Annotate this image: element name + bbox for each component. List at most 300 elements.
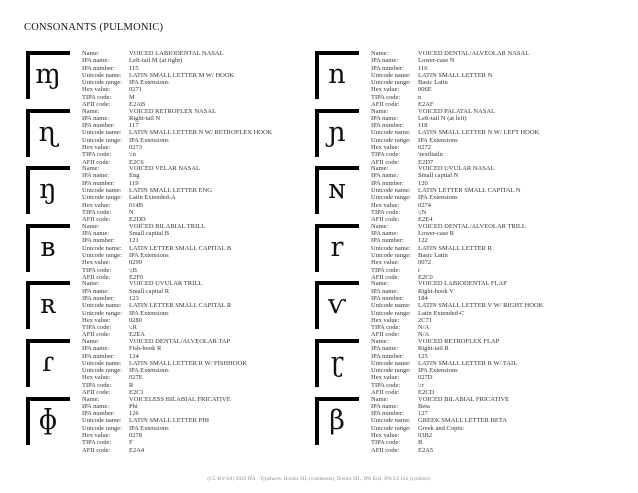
field-row	[371, 129, 539, 136]
field-row	[371, 447, 509, 454]
field-label: Hex value:	[371, 201, 400, 209]
field-row	[371, 360, 517, 367]
symbol-entry	[315, 338, 605, 397]
field-label: AFII code:	[371, 101, 400, 109]
field-label: Hex value:	[371, 316, 400, 324]
field-row	[371, 172, 521, 179]
field-label: Unicode name:	[82, 302, 122, 310]
ipa-symbol: ŋ	[39, 174, 57, 206]
field-value: Left-tail M (at right)	[129, 57, 183, 65]
field-label: Hex value:	[82, 259, 111, 267]
field-label: Unicode range:	[82, 194, 122, 202]
field-label: IPA number:	[82, 64, 115, 72]
field-value: VOICED DENTAL/ALVEOLAR TRILL	[418, 222, 526, 230]
field-value: \;R	[129, 324, 137, 332]
field-row	[371, 79, 529, 86]
field-row	[82, 50, 234, 57]
field-value: IPA Extensions	[129, 424, 169, 432]
ipa-symbol: ɽ	[330, 347, 344, 378]
field-label: Hex value:	[82, 144, 111, 152]
field-value: Right-tail N	[129, 114, 161, 122]
field-value: LATIN SMALL LETTER N W/ LEFT HOOK	[418, 129, 540, 137]
field-label: TIPA code:	[371, 93, 401, 101]
field-label: IPA number:	[82, 237, 115, 245]
field-row	[82, 353, 247, 360]
field-value: E2DD	[129, 216, 146, 224]
field-value: LATIN SMALL LETTER M W/ HOOK	[129, 71, 235, 79]
field-value: Right-hook V	[418, 287, 454, 295]
field-label: IPA name:	[371, 287, 399, 295]
field-value: 127	[418, 410, 428, 418]
field-value: 126	[129, 410, 139, 418]
symbol-fields	[82, 223, 231, 281]
field-value: 119	[129, 179, 139, 187]
ipa-symbol: ɾ	[41, 347, 55, 378]
field-label: IPA name:	[371, 57, 399, 65]
field-value: \:r	[418, 381, 424, 389]
field-label: TIPA code:	[371, 381, 401, 389]
field-value: E2C0	[418, 273, 433, 281]
field-row	[371, 317, 543, 324]
field-label: Name:	[82, 338, 100, 345]
field-row	[82, 367, 247, 374]
field-row	[82, 403, 231, 410]
field-value: IPA Extensions	[129, 136, 169, 144]
field-label: Unicode name:	[82, 129, 122, 137]
ipa-symbol: n	[328, 59, 346, 90]
field-label: Unicode name:	[82, 417, 122, 425]
field-row	[371, 115, 539, 122]
field-label: AFII code:	[371, 389, 400, 397]
field-label: TIPA code:	[82, 93, 112, 101]
field-row	[371, 295, 543, 302]
field-label: IPA number:	[371, 352, 404, 360]
field-label: Name:	[371, 107, 389, 115]
field-label: IPA name:	[371, 230, 399, 238]
field-label: TIPA code:	[82, 324, 112, 332]
field-label: TIPA code:	[371, 208, 401, 216]
field-value: 0274	[418, 201, 431, 209]
field-value: 027E	[129, 374, 143, 382]
field-row	[82, 425, 231, 432]
field-row	[82, 209, 212, 216]
field-row	[82, 417, 231, 424]
field-row	[82, 410, 231, 417]
field-value: E2C6	[129, 158, 144, 166]
field-value: VOICELESS BILABIAL FRICATIVE	[129, 395, 231, 403]
field-value: Latin Extended-A	[129, 194, 176, 202]
field-value: VOICED LABIODENTAL NASAL	[129, 50, 224, 57]
field-label: Hex value:	[371, 86, 400, 94]
field-label: Unicode name:	[82, 244, 122, 252]
field-label: TIPA code:	[82, 208, 112, 216]
field-value: 0271	[129, 86, 142, 94]
field-value: VOICED PALATAL NASAL	[418, 107, 496, 115]
symbol-entry	[315, 280, 605, 339]
field-row	[82, 187, 212, 194]
field-value: 124	[129, 352, 139, 360]
field-row	[371, 50, 529, 57]
field-label: Unicode name:	[371, 302, 411, 310]
field-value: 123	[129, 294, 139, 302]
field-label: IPA name:	[82, 287, 110, 295]
field-value: 117	[129, 122, 139, 130]
field-label: TIPA code:	[371, 151, 401, 159]
field-row	[371, 137, 539, 144]
field-row	[371, 310, 543, 317]
field-row	[371, 267, 526, 274]
field-row	[371, 209, 521, 216]
field-label: IPA number:	[82, 352, 115, 360]
field-label: Hex value:	[82, 316, 111, 324]
symbol-entry	[26, 395, 316, 454]
field-value: 0072	[418, 259, 431, 267]
field-value: 006E	[418, 86, 432, 94]
field-label: Unicode name:	[371, 129, 411, 137]
symbol-fields	[371, 280, 543, 338]
field-label: IPA number:	[371, 179, 404, 187]
symbol-fields	[371, 165, 521, 223]
field-value: E2A4	[129, 446, 145, 454]
field-value: Beta	[418, 402, 430, 410]
field-row	[371, 382, 517, 389]
field-row	[82, 223, 231, 230]
field-row	[371, 280, 543, 287]
field-value: B	[418, 439, 423, 447]
field-label: AFII code:	[371, 158, 400, 166]
field-row	[371, 65, 529, 72]
ipa-symbol: ɸ	[38, 404, 58, 436]
field-row	[371, 439, 509, 446]
symbol-entry	[315, 395, 605, 454]
field-value: r	[418, 266, 421, 274]
field-label: Unicode name:	[371, 244, 411, 252]
field-row	[371, 396, 509, 403]
field-row	[82, 447, 231, 454]
field-value: LATIN SMALL LETTER N W/ RETROFLEX HOOK	[129, 129, 273, 137]
field-label: IPA number:	[371, 294, 404, 302]
field-value: LATIN LETTER SMALL CAPITAL R	[129, 302, 232, 310]
field-value: 120	[418, 179, 428, 187]
symbol-fields	[82, 396, 231, 454]
field-value: IPA Extensions	[129, 309, 169, 317]
field-value: Small capital R	[129, 287, 170, 295]
field-label: TIPA code:	[371, 266, 401, 274]
symbol-fields	[82, 338, 247, 396]
field-value: LATIN SMALL LETTER V W/ RIGHT HOOK	[418, 302, 544, 310]
field-label: TIPA code:	[82, 439, 112, 447]
field-value: Phi	[129, 402, 138, 410]
field-row	[82, 295, 231, 302]
field-row	[371, 94, 529, 101]
field-label: AFII code:	[82, 101, 111, 109]
field-row	[82, 65, 234, 72]
field-label: Name:	[82, 107, 100, 115]
field-row	[371, 223, 526, 230]
field-row	[82, 324, 231, 331]
field-label: Hex value:	[82, 201, 111, 209]
field-label: Unicode range:	[371, 251, 411, 259]
symbol-entry	[315, 50, 605, 109]
field-value: 184	[418, 294, 428, 302]
field-label: IPA number:	[371, 410, 404, 418]
ipa-symbol: ɴ	[328, 174, 346, 206]
symbol-fields	[371, 50, 529, 108]
field-value: 03B2	[418, 432, 433, 440]
field-label: IPA name:	[82, 57, 110, 65]
field-label: IPA number:	[82, 179, 115, 187]
field-row	[371, 122, 539, 129]
field-label: AFII code:	[82, 273, 111, 281]
field-label: Name:	[82, 165, 100, 173]
field-label: AFII code:	[82, 331, 111, 339]
field-row	[82, 144, 272, 151]
symbol-entry	[26, 165, 316, 224]
field-row	[371, 353, 517, 360]
field-row	[82, 439, 231, 446]
field-row	[82, 374, 247, 381]
field-row	[371, 86, 529, 93]
field-row	[371, 259, 526, 266]
field-label: IPA number:	[371, 237, 404, 245]
symbol-entry	[26, 107, 316, 166]
field-label: AFII code:	[82, 446, 111, 454]
ipa-symbol: ɱ	[35, 59, 61, 90]
field-value: VOICED RETROFLEX FLAP	[418, 338, 500, 345]
field-row	[82, 115, 272, 122]
symbol-entry	[26, 338, 316, 397]
field-value: 0299	[129, 259, 142, 267]
field-row	[82, 137, 272, 144]
field-value: LATIN SMALL LETTER PHI	[129, 417, 210, 425]
field-label: Name:	[371, 338, 389, 345]
symbol-entry	[26, 280, 316, 339]
field-value: 115	[129, 64, 139, 72]
field-value: \textltailn	[418, 151, 443, 159]
field-row	[82, 129, 272, 136]
symbol-entry	[26, 50, 316, 109]
field-value: IPA Extensions	[129, 251, 169, 259]
field-value: E2C1	[129, 389, 144, 397]
field-row	[371, 194, 521, 201]
field-value: VOICED UVULAR NASAL	[418, 165, 495, 173]
field-label: Name:	[371, 50, 389, 57]
field-row	[371, 338, 517, 345]
field-label: IPA name:	[82, 345, 110, 353]
field-value: 027D	[418, 374, 433, 382]
field-label: AFII code:	[82, 216, 111, 224]
field-row	[82, 202, 212, 209]
symbol-fields	[82, 108, 272, 166]
field-label: Unicode name:	[82, 187, 122, 195]
field-value: N	[129, 208, 134, 216]
symbol-fields	[371, 108, 539, 166]
field-value: VOICED BILABIAL TRILL	[129, 222, 206, 230]
symbol-fields	[82, 280, 231, 338]
ipa-symbol: ɲ	[328, 116, 346, 148]
field-label: IPA number:	[82, 122, 115, 130]
field-row	[371, 324, 543, 331]
field-row	[82, 151, 272, 158]
field-row	[82, 432, 231, 439]
symbol-fields	[82, 50, 234, 108]
field-value: E2E4	[418, 216, 433, 224]
field-label: IPA name:	[82, 230, 110, 238]
field-value: N/A	[418, 331, 430, 339]
field-label: Hex value:	[82, 432, 111, 440]
field-label: Unicode range:	[82, 136, 122, 144]
field-label: Name:	[82, 395, 100, 403]
field-value: VOICED LABIODENTAL FLAP	[418, 280, 507, 288]
field-row	[371, 230, 526, 237]
field-row	[371, 57, 529, 64]
field-row	[82, 252, 231, 259]
field-label: Unicode range:	[371, 424, 411, 432]
field-row	[82, 122, 272, 129]
field-row	[82, 317, 231, 324]
field-value: VOICED RETROFLEX NASAL	[129, 107, 217, 115]
field-label: Name:	[371, 222, 389, 230]
field-row	[82, 267, 231, 274]
ipa-symbol: ⱱ	[328, 289, 346, 321]
field-row	[371, 245, 526, 252]
field-label: Unicode range:	[371, 367, 411, 375]
field-label: IPA name:	[82, 114, 110, 122]
field-value: 116	[418, 64, 428, 72]
field-label: Hex value:	[82, 374, 111, 382]
field-row	[82, 302, 231, 309]
field-label: IPA name:	[82, 172, 110, 180]
field-label: TIPA code:	[82, 266, 112, 274]
field-value: LATIN SMALL LETTER N	[418, 71, 493, 79]
field-row	[371, 288, 543, 295]
field-label: Hex value:	[371, 374, 400, 382]
symbol-entry	[26, 222, 316, 281]
field-label: IPA number:	[82, 294, 115, 302]
ipa-symbol: ʀ	[40, 289, 56, 321]
field-row	[82, 360, 247, 367]
symbol-fields	[371, 223, 526, 281]
field-row	[82, 382, 247, 389]
symbol-fields	[82, 165, 212, 223]
field-label: Unicode range:	[82, 367, 122, 375]
field-value: LATIN SMALL LETTER R W/ TAIL	[418, 359, 518, 367]
field-row	[82, 108, 272, 115]
field-value: LATIN LETTER SMALL CAPITAL N	[418, 187, 521, 195]
field-value: Right-tail R	[418, 345, 449, 353]
field-row	[82, 79, 234, 86]
field-label: Unicode range:	[82, 309, 122, 317]
field-label: Unicode name:	[371, 71, 411, 79]
field-value: F	[129, 439, 133, 447]
field-value: E2EA	[129, 331, 145, 339]
field-label: Hex value:	[371, 432, 400, 440]
field-value: IPA Extensions	[418, 367, 458, 375]
field-row	[82, 86, 234, 93]
field-label: Unicode range:	[82, 79, 122, 87]
field-value: Small capital B	[129, 230, 170, 238]
field-label: Hex value:	[371, 259, 400, 267]
field-label: Hex value:	[82, 86, 111, 94]
field-label: Unicode range:	[82, 424, 122, 432]
field-value: E2AB	[129, 101, 146, 109]
field-value: Basic Latin	[418, 79, 448, 87]
symbol-entry	[315, 107, 605, 166]
field-label: TIPA code:	[82, 381, 112, 389]
field-row	[82, 180, 212, 187]
field-row	[371, 165, 521, 172]
field-row	[371, 367, 517, 374]
field-value: 014B	[129, 201, 144, 209]
field-label: Name:	[82, 280, 100, 288]
field-value: \:n	[129, 151, 136, 159]
field-row	[371, 302, 543, 309]
field-value: Fish-hook R	[129, 345, 162, 353]
field-row	[371, 202, 521, 209]
field-value: 0272	[418, 144, 431, 152]
field-row	[82, 280, 231, 287]
field-row	[82, 259, 231, 266]
field-row	[371, 180, 521, 187]
field-value: 0280	[129, 316, 142, 324]
field-label: Unicode name:	[371, 187, 411, 195]
field-row	[371, 425, 509, 432]
field-label: AFII code:	[82, 389, 111, 397]
field-row	[371, 403, 509, 410]
field-value: n	[418, 93, 422, 101]
field-label: Name:	[371, 165, 389, 173]
field-value: Greek and Coptic	[418, 424, 464, 432]
field-value: R	[129, 381, 134, 389]
ipa-symbol: r	[330, 231, 344, 263]
field-value: Left-tail N (at left)	[418, 114, 467, 122]
field-label: Unicode range:	[82, 251, 122, 259]
field-row	[82, 165, 212, 172]
field-row	[371, 252, 526, 259]
field-value: VOICED UVULAR TRILL	[129, 280, 203, 288]
field-row	[371, 410, 509, 417]
field-value: 121	[129, 237, 139, 245]
field-row	[371, 432, 509, 439]
field-row	[371, 144, 539, 151]
field-row	[82, 57, 234, 64]
field-row	[371, 187, 521, 194]
field-row	[371, 345, 517, 352]
field-value: 118	[418, 122, 428, 130]
field-value: VOICED DENTAL/ALVEOLAR NASAL	[418, 50, 530, 57]
page-title: CONSONANTS (PULMONIC)	[24, 22, 164, 33]
field-row	[371, 417, 509, 424]
field-value: LATIN SMALL LETTER ENG	[129, 187, 212, 195]
field-row	[371, 108, 539, 115]
field-label: Unicode range:	[371, 136, 411, 144]
field-label: IPA number:	[82, 410, 115, 418]
field-value: Eng	[129, 172, 140, 180]
field-row	[82, 94, 234, 101]
field-value: IPA Extensions	[129, 367, 169, 375]
field-value: E2A5	[418, 446, 434, 454]
field-value: LATIN SMALL LETTER R	[418, 244, 492, 252]
field-value: E2CD	[418, 389, 435, 397]
field-value: LATIN SMALL LETTER R W/ FISHHOOK	[129, 359, 247, 367]
field-value: \;B	[129, 266, 137, 274]
field-row	[371, 151, 539, 158]
field-label: IPA number:	[371, 122, 404, 130]
field-label: IPA number:	[371, 64, 404, 72]
symbol-fields	[371, 396, 509, 454]
field-label: Name:	[82, 50, 100, 57]
field-value: E2AF	[418, 101, 434, 109]
